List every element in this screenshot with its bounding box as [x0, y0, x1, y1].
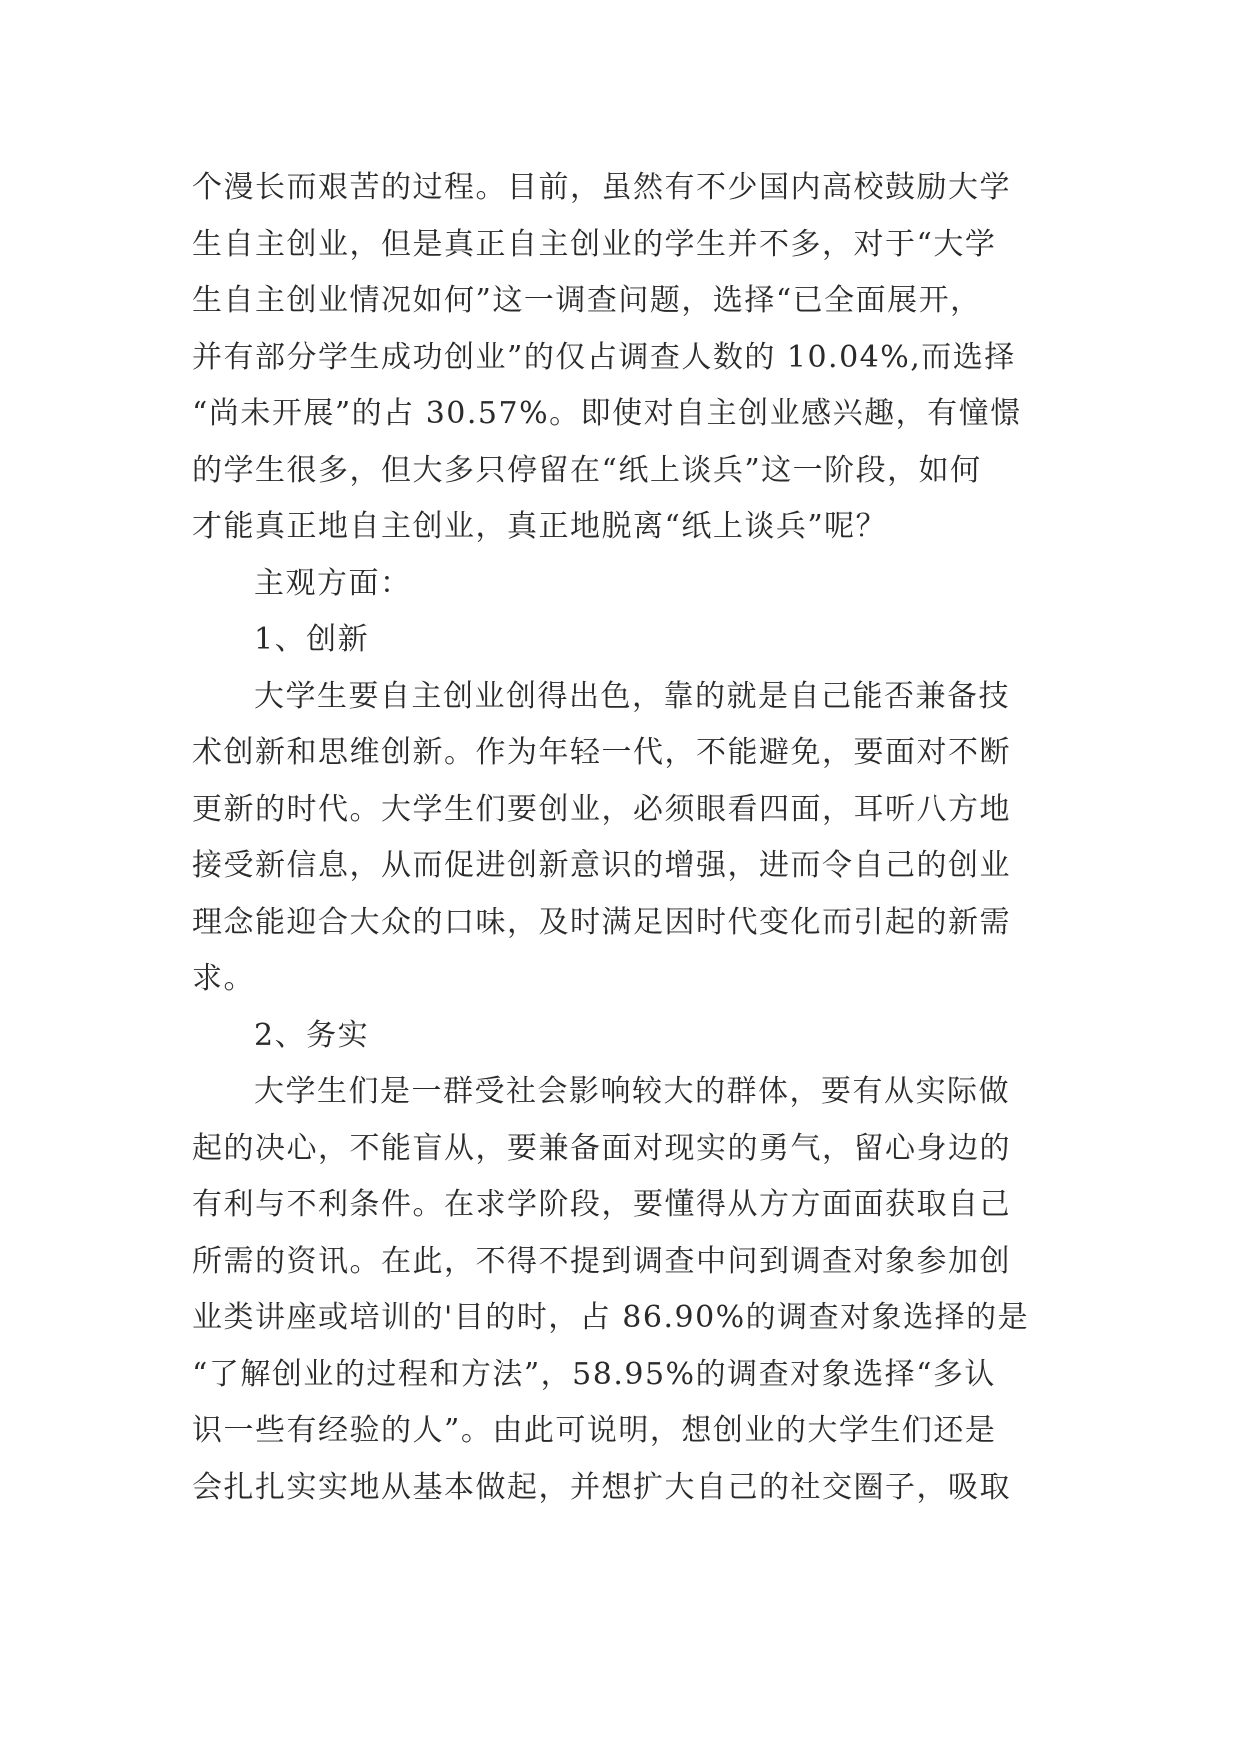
text-line: 的学生很多，但大多只停留在“纸上谈兵”这一阶段，如何 — [192, 452, 982, 488]
text-line: 理念能迎合大众的口味，及时满足因时代变化而引起的新需 — [192, 904, 1011, 940]
text-line: “尚未开展”的占 30.57%。即使对自主创业感兴趣，有憧憬 — [192, 396, 1022, 431]
text-line: 生自主创业，但是真正自主创业的学生并不多，对于“大学 — [192, 226, 997, 262]
text-line: 识一些有经验的人”。由此可说明，想创业的大学生们还是 — [192, 1413, 997, 1448]
text-line: “了解创业的过程和方法”，58.95%的调查对象选择“多认 — [192, 1356, 996, 1392]
text-line: 更新的时代。大学生们要创业，必须眼看四面，耳听八方地 — [192, 791, 1011, 827]
text-line: 业类讲座或培训的'目的时，占 86.90%的调查对象选择的是 — [192, 1300, 1030, 1335]
paragraph-first-line: 大学生们是一群受社会影响较大的群体，要有从实际做 — [254, 1074, 1010, 1109]
text-line: 术创新和思维创新。作为年轻一代，不能避免，要面对不断 — [192, 735, 1011, 770]
section-heading: 主观方面： — [254, 565, 412, 601]
text-line: 并有部分学生成功创业”的仅占调查人数的 10.04%,而选择 — [192, 339, 1016, 375]
text-line: 个漫长而艰苦的过程。目前，虽然有不少国内高校鼓励大学 — [192, 170, 1011, 205]
text-line: 生自主创业情况如何”这一调查问题，选择“已全面展开， — [192, 283, 982, 318]
text-line: 起的决心，不能盲从，要兼备面对现实的勇气，留心身边的 — [192, 1130, 1011, 1166]
document-body — [192, 160, 1062, 1516]
subsection-heading: 1、创新 — [254, 622, 370, 657]
text-line: 所需的资讯。在此，不得不提到调查中问到调查对象参加创 — [192, 1243, 1011, 1279]
text-line: 接受新信息，从而促进创新意识的增强，进而令自己的创业 — [192, 848, 1011, 883]
text-line: 会扎扎实实地从基本做起，并想扩大自己的社交圈子，吸取 — [192, 1469, 1011, 1505]
text-line: 求。 — [192, 961, 255, 996]
text-line: 有利与不利条件。在求学阶段，要懂得从方方面面获取自己 — [192, 1187, 1011, 1222]
text-line: 才能真正地自主创业，真正地脱离“纸上谈兵”呢？ — [192, 509, 888, 544]
paragraph-first-line: 大学生要自主创业创得出色，靠的就是自己能否兼备技 — [254, 678, 1010, 714]
subsection-heading: 2、务实 — [254, 1017, 370, 1053]
